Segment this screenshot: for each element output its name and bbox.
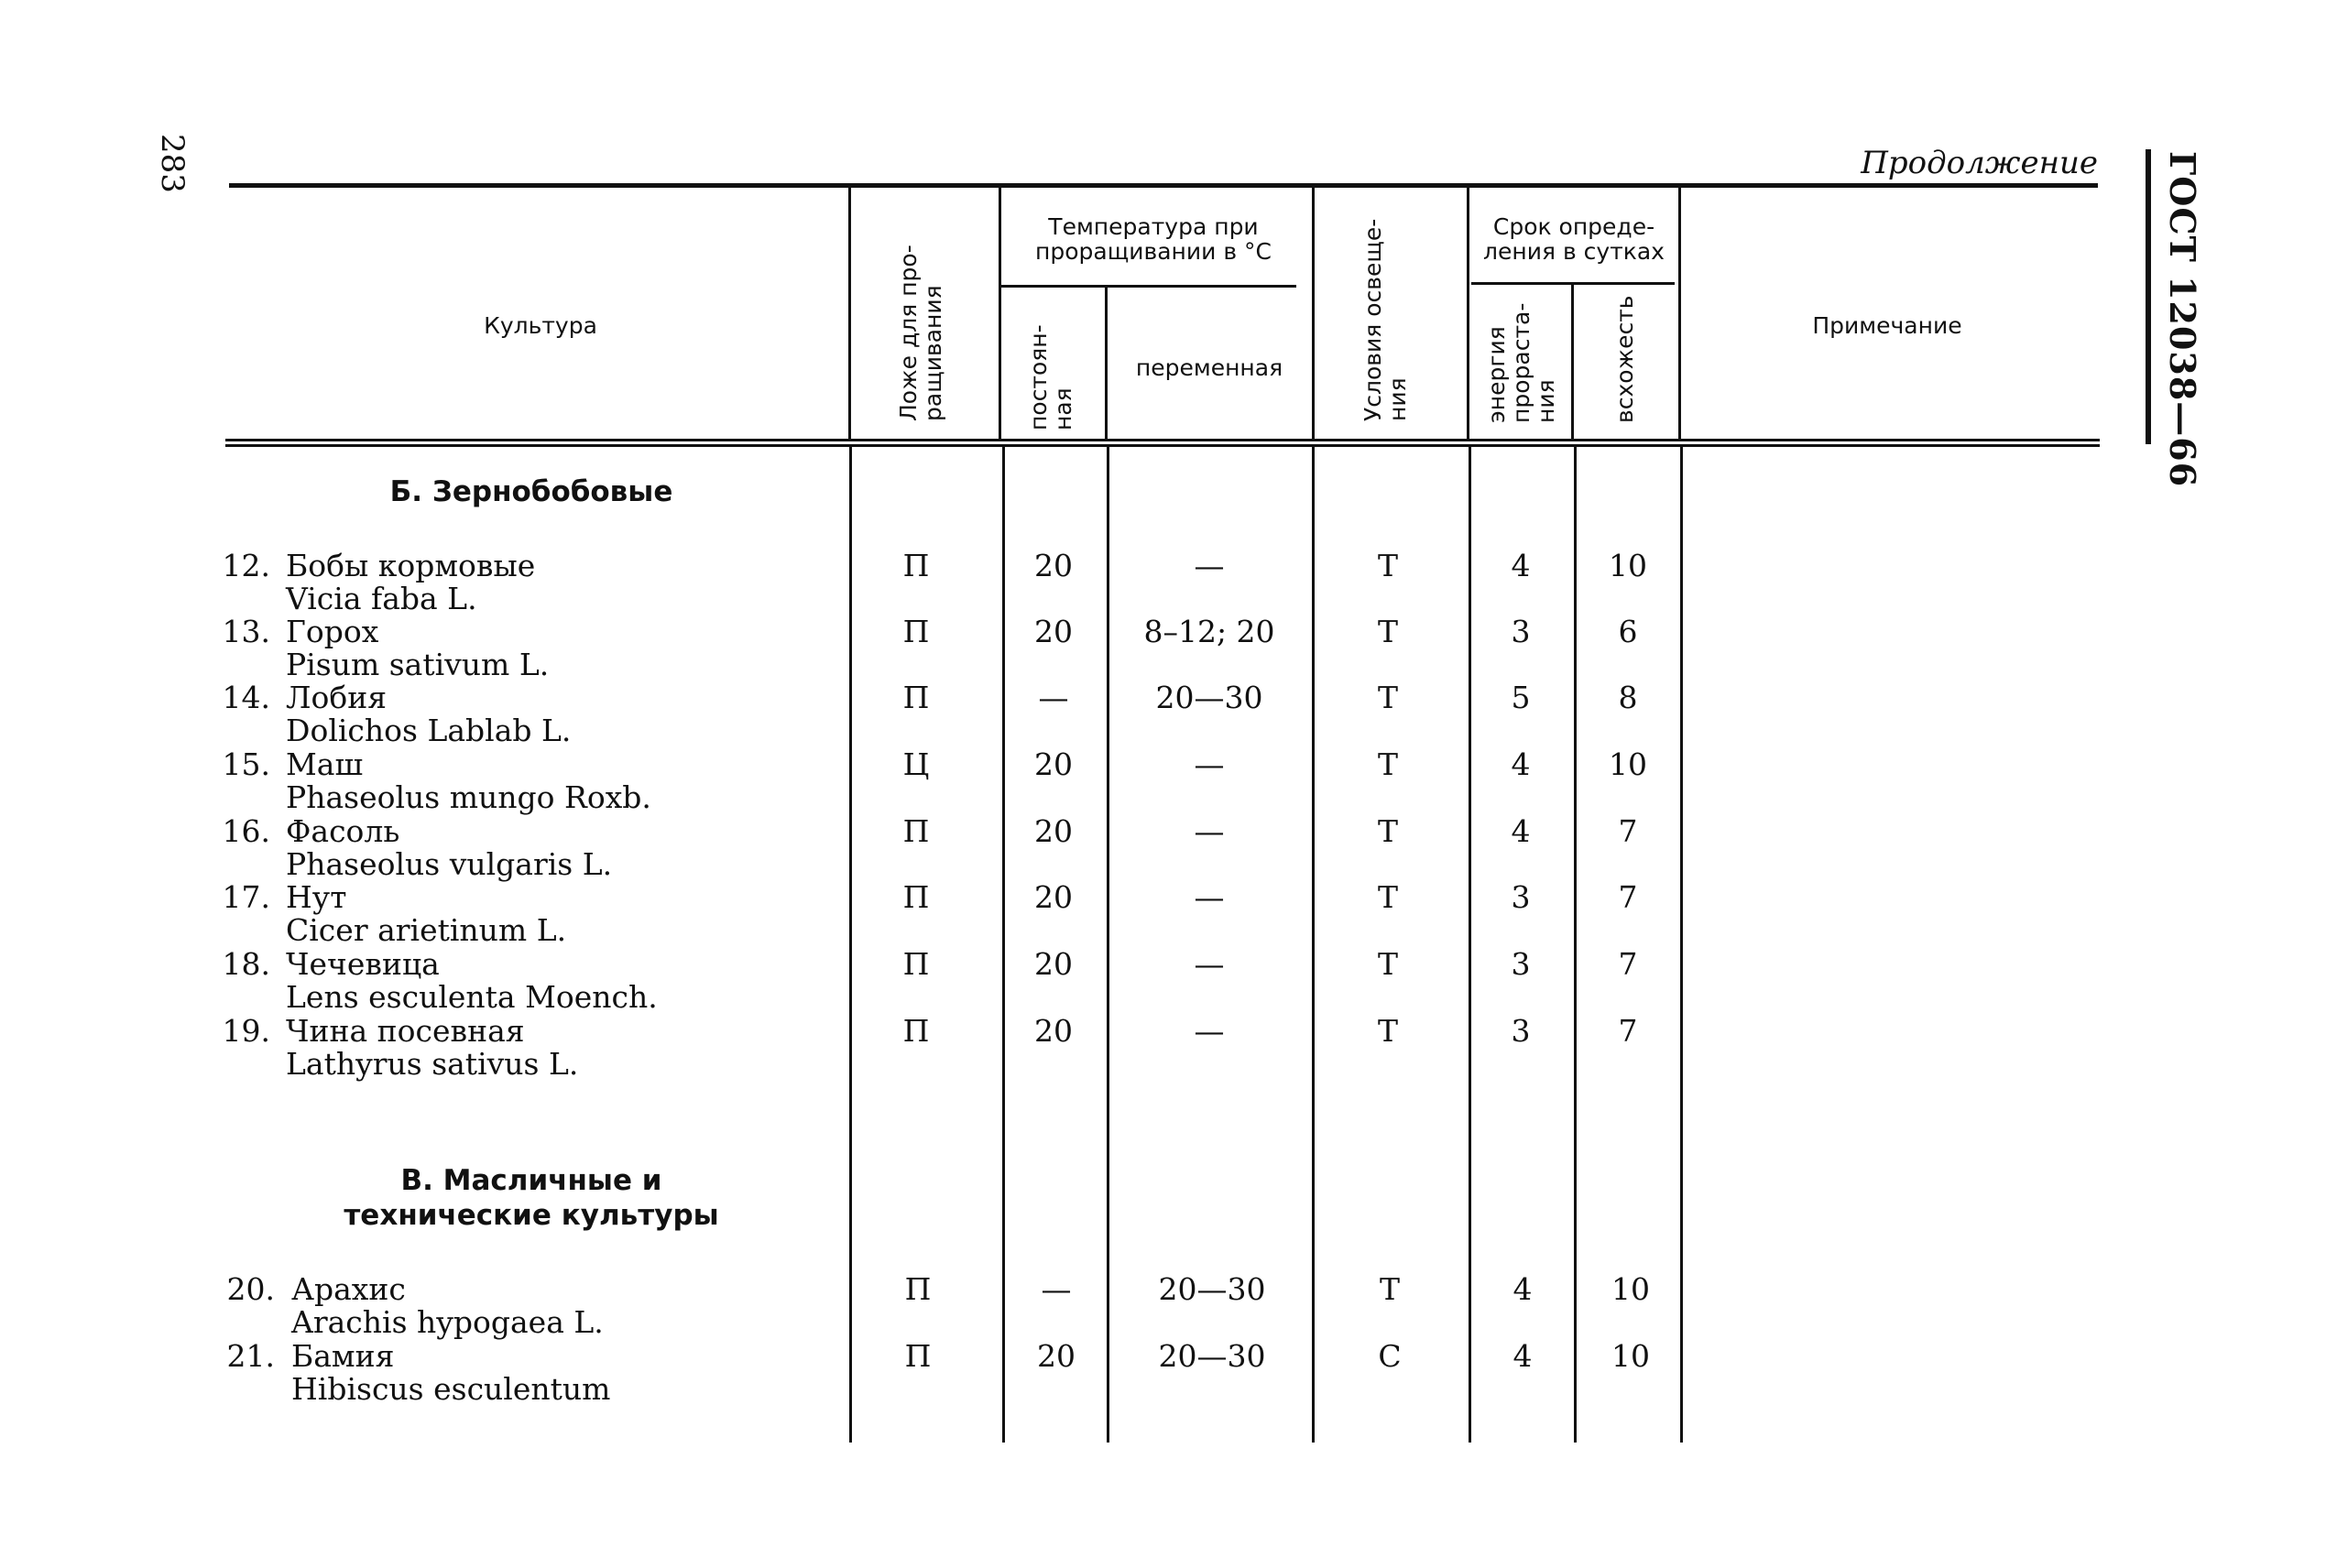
section-title: Б. Зернобобовые: [389, 475, 673, 508]
energy-cell: 4: [1511, 548, 1531, 583]
table-row: [0, 948, 2326, 1014]
light-cell: Т: [1377, 680, 1398, 715]
culture-latin: Cicer arietinum L.: [286, 912, 567, 948]
variable-cell: —: [1194, 946, 1225, 982]
germination-cell: 6: [1618, 614, 1638, 649]
header-energy: энергия прораста-ния: [1483, 302, 1559, 423]
col-divider-bed: [848, 188, 851, 440]
energy-cell: 4: [1511, 813, 1531, 849]
table-row: [0, 681, 2326, 747]
constant-cell: 20: [1034, 1013, 1073, 1049]
header-variable: переменная: [1135, 354, 1283, 381]
header-bed: Ложе для про-ращивания: [895, 245, 946, 421]
energy-cell: 3: [1511, 1013, 1531, 1049]
variable-cell: 20—30: [1158, 1338, 1266, 1374]
culture-latin: Lens esculenta Moench.: [286, 979, 658, 1015]
constant-cell: —: [1041, 1271, 1072, 1307]
light-cell: Т: [1377, 548, 1398, 583]
row-number: 12.: [222, 548, 270, 583]
header-culture: Культура: [484, 312, 597, 339]
light-cell: Т: [1377, 813, 1398, 849]
document-code: ГОСТ 12038—66: [2162, 151, 2203, 488]
col-divider-temp: [999, 188, 1001, 440]
table-row: [0, 615, 2326, 681]
row-number: 15.: [222, 746, 270, 782]
culture-latin: Dolichos Lablab L.: [286, 713, 572, 748]
constant-cell: 20: [1034, 614, 1073, 649]
header-germination: всхожесть: [1611, 295, 1638, 423]
culture-latin: Lathyrus sativus L.: [286, 1046, 579, 1082]
row-number: 18.: [222, 946, 270, 982]
constant-cell: —: [1038, 680, 1069, 715]
culture-name: Арахис: [291, 1271, 406, 1307]
culture-name: Бамия: [291, 1338, 395, 1374]
energy-cell: 4: [1512, 1338, 1533, 1374]
bed-cell: П: [902, 548, 930, 583]
culture-name: Нут: [286, 879, 347, 915]
culture-latin: Phaseolus mungo Roxb.: [286, 779, 651, 815]
energy-cell: 4: [1512, 1271, 1533, 1307]
light-cell: С: [1378, 1338, 1402, 1374]
header-bottom-rule-1: [225, 439, 2100, 441]
row-number: 16.: [222, 813, 270, 849]
variable-cell: —: [1194, 548, 1225, 583]
culture-name: Маш: [286, 746, 364, 782]
continuation-label: Продолжение: [1861, 145, 2098, 181]
variable-cell: —: [1194, 1013, 1225, 1049]
bed-cell: П: [902, 614, 930, 649]
row-number: 20.: [226, 1271, 275, 1307]
light-cell: Т: [1377, 1013, 1398, 1049]
page-number: 283: [154, 134, 191, 193]
culture-name: Бобы кормовые: [286, 548, 536, 583]
table-row: [0, 881, 2326, 947]
germination-cell: 10: [1609, 548, 1647, 583]
germination-cell: 7: [1618, 946, 1638, 982]
culture-name: Горох: [286, 614, 379, 649]
constant-cell: 20: [1034, 946, 1073, 982]
table-row: [0, 748, 2326, 814]
variable-cell: 8–12; 20: [1143, 614, 1275, 649]
culture-latin: Arachis hypogaea L.: [291, 1304, 604, 1340]
bed-cell: П: [902, 813, 930, 849]
variable-cell: 20—30: [1155, 680, 1263, 715]
culture-name: Лобия: [286, 680, 388, 715]
row-number: 19.: [222, 1013, 270, 1049]
temperature-subheader-rule: [1001, 285, 1296, 288]
table-row: [0, 1340, 2326, 1406]
header-note: Примечание: [1812, 312, 1962, 339]
germination-cell: 7: [1618, 879, 1638, 915]
energy-cell: 4: [1511, 746, 1531, 782]
germination-cell: 10: [1611, 1338, 1650, 1374]
bed-cell: П: [902, 1013, 930, 1049]
culture-name: Чина посевная: [286, 1013, 525, 1049]
bed-cell: П: [904, 1271, 932, 1307]
col-divider-note: [1678, 188, 1681, 440]
col-divider-light: [1312, 188, 1315, 440]
table-top-rule: [229, 183, 2098, 188]
variable-cell: —: [1194, 879, 1225, 915]
constant-cell: 20: [1034, 746, 1073, 782]
col-divider-const: [1105, 288, 1108, 440]
light-cell: Т: [1377, 746, 1398, 782]
col-divider-energy: [1571, 285, 1574, 440]
section-title: В. Масличные и технические культуры: [344, 1164, 719, 1232]
header-temperature: Температура при проращивании в °С: [1035, 213, 1272, 265]
culture-latin: Vicia faba L.: [286, 581, 477, 616]
table-row: [0, 1273, 2326, 1339]
light-cell: Т: [1377, 879, 1398, 915]
row-number: 14.: [222, 680, 270, 715]
variable-cell: —: [1194, 813, 1225, 849]
constant-cell: 20: [1034, 879, 1073, 915]
energy-cell: 3: [1511, 946, 1531, 982]
energy-cell: 5: [1511, 680, 1531, 715]
variable-cell: 20—30: [1158, 1271, 1266, 1307]
constant-cell: 20: [1034, 548, 1073, 583]
header-bottom-rule-2: [225, 444, 2100, 447]
energy-cell: 3: [1511, 879, 1531, 915]
bed-cell: П: [902, 946, 930, 982]
table-row: [0, 550, 2326, 615]
header-terms: Срок опреде-ления в сутках: [1483, 213, 1665, 265]
germination-cell: 7: [1618, 1013, 1638, 1049]
table-row: [0, 815, 2326, 881]
doc-code-divider: [2146, 149, 2151, 444]
light-cell: Т: [1377, 946, 1398, 982]
bed-cell: П: [902, 680, 930, 715]
col-divider-terms: [1467, 188, 1469, 440]
energy-cell: 3: [1511, 614, 1531, 649]
header-lighting: Условия освеще-ния: [1360, 218, 1411, 421]
culture-latin: Pisum sativum L.: [286, 647, 550, 682]
bed-cell: Ц: [902, 746, 930, 782]
bed-cell: П: [904, 1338, 932, 1374]
germination-cell: 10: [1611, 1271, 1650, 1307]
light-cell: Т: [1377, 614, 1398, 649]
light-cell: Т: [1379, 1271, 1400, 1307]
constant-cell: 20: [1037, 1338, 1076, 1374]
germination-cell: 8: [1618, 680, 1638, 715]
culture-name: Чечевица: [286, 946, 440, 982]
row-number: 13.: [222, 614, 270, 649]
bed-cell: П: [902, 879, 930, 915]
row-number: 17.: [222, 879, 270, 915]
variable-cell: —: [1194, 746, 1225, 782]
row-number: 21.: [226, 1338, 275, 1374]
germination-cell: 10: [1609, 746, 1647, 782]
table-row: [0, 1015, 2326, 1081]
culture-latin: Phaseolus vulgaris L.: [286, 846, 613, 882]
constant-cell: 20: [1034, 813, 1073, 849]
culture-name: Фасоль: [286, 813, 400, 849]
header-constant: постоян-ная: [1025, 324, 1076, 430]
germination-cell: 7: [1618, 813, 1638, 849]
culture-latin: Hibiscus esculentum: [291, 1371, 611, 1407]
